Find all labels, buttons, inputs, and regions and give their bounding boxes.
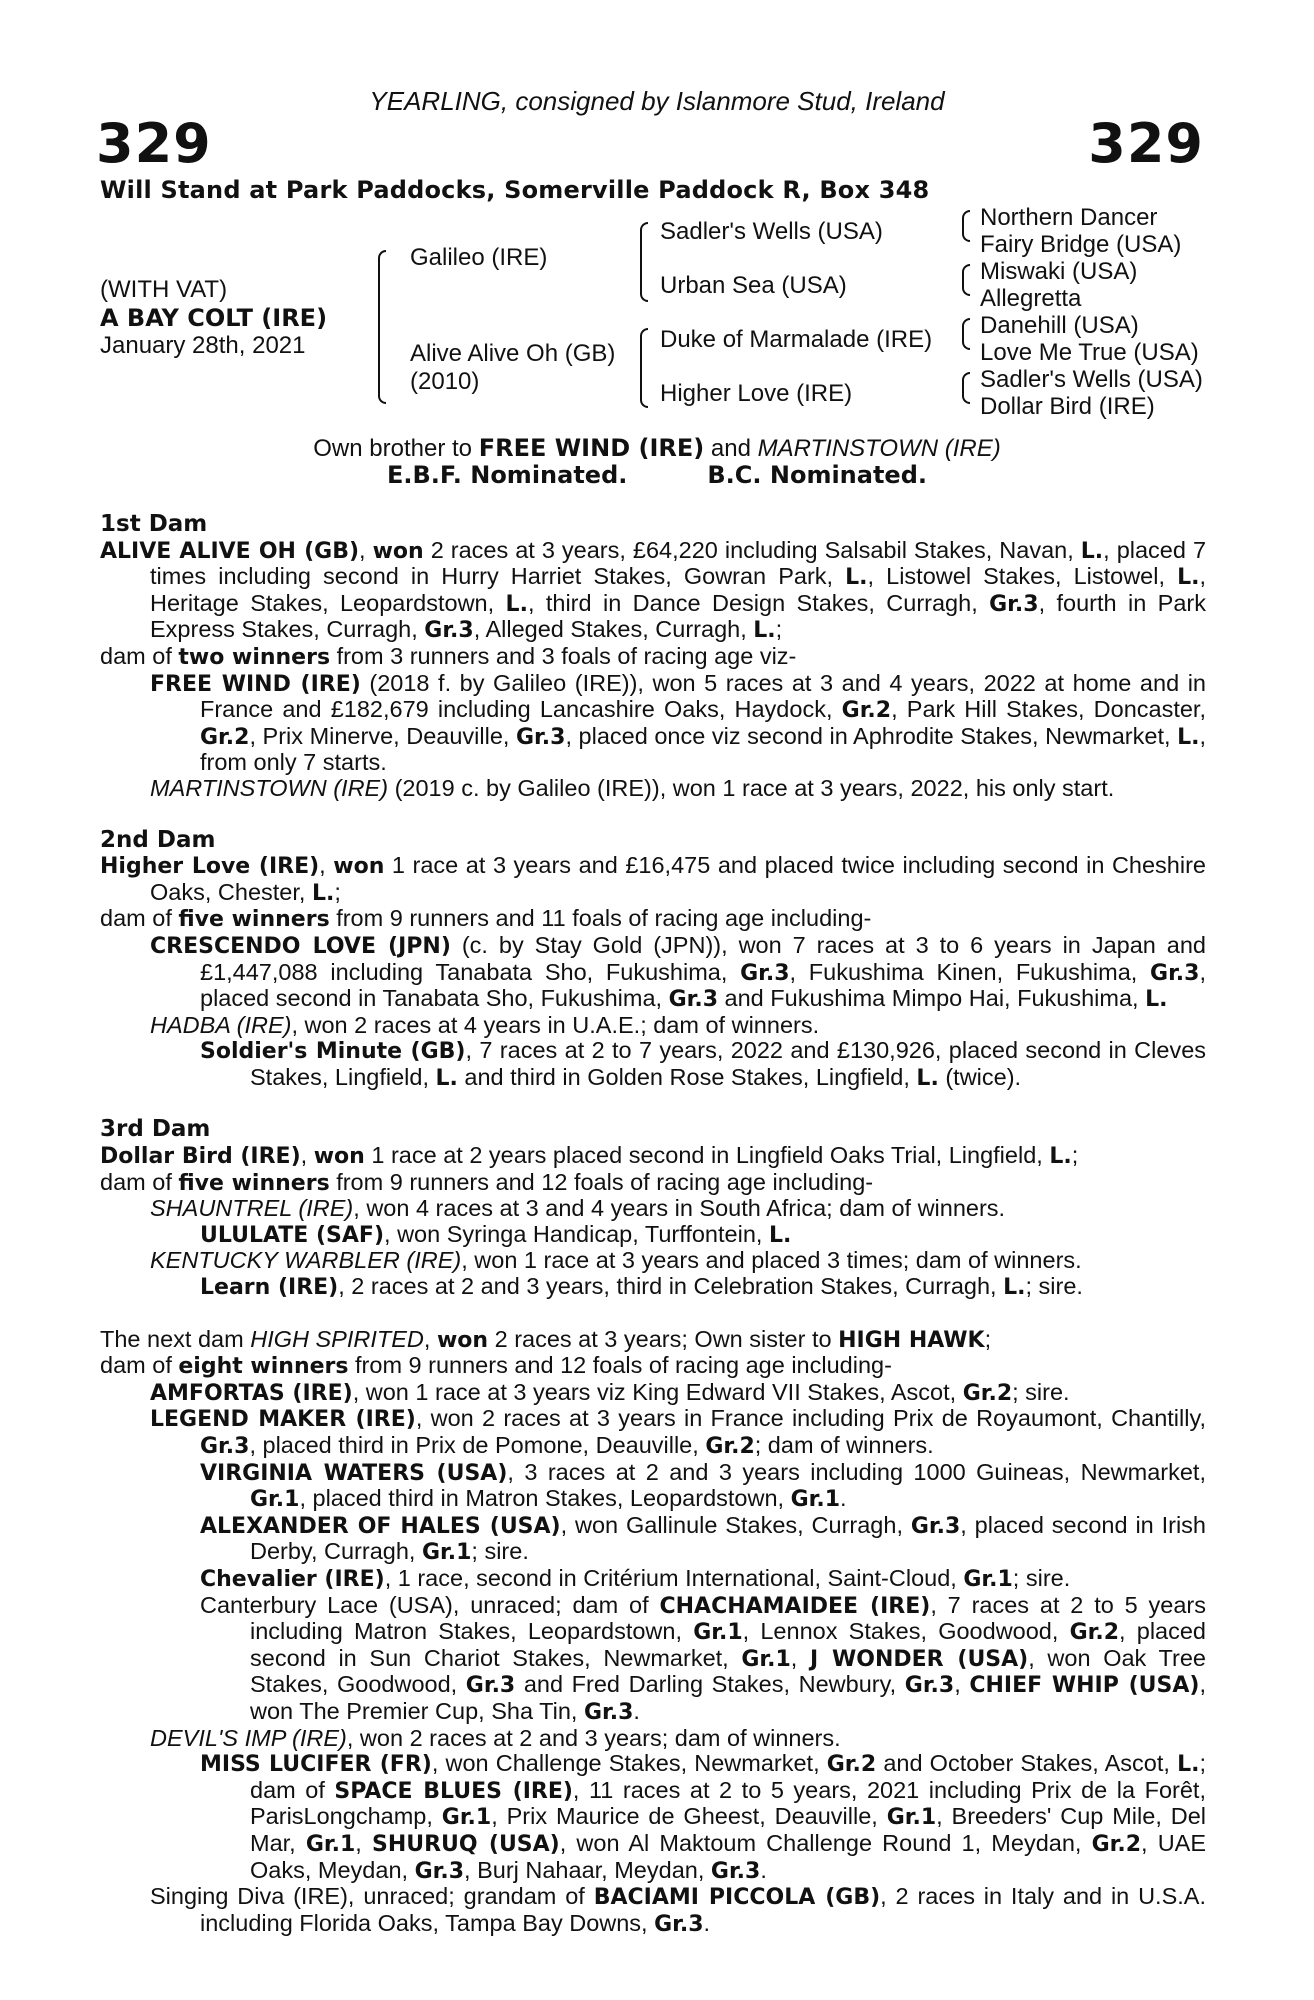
text-run: , Alleged Stakes, Curragh, [473,616,754,643]
pedigree-brace [962,318,970,350]
text-run: , Park Hill Stakes, Doncaster, [891,696,1206,723]
text-run: from 3 runners and 3 foals of racing age viz- [330,642,797,669]
bold-run: SPACE BLUES (IRE) [334,1778,573,1804]
bold-run: L. [1049,1144,1072,1170]
text-run: , won Syringa Handicap, Turffontein, [384,1220,769,1247]
text-run: ; [1071,1142,1079,1169]
text-run: dam of [100,642,179,669]
text-run: . [760,1856,767,1883]
pedigree-g3-8: Dollar Bird (IRE) [980,393,1155,420]
record-paragraph [100,1751,1206,1884]
vat-note: (WITH VAT) [100,276,228,303]
text-run: 1 race at 2 years placed second in Lingfield Oaks Trial, Lingfield, [364,1142,1050,1169]
bold-run: BACIAMI PICCOLA (GB) [593,1885,881,1911]
text-run: , won 4 races at 3 and 4 years in South Africa; dam of winners. [353,1195,1006,1222]
text-run: , Lennox Stakes, Goodwood, [742,1618,1070,1645]
pedigree-dam-dam: Higher Love (IRE) [660,380,853,407]
bold-run: five winners [178,1170,330,1196]
pedigree-dam-sire: Duke of Marmalade (IRE) [660,326,933,353]
record-paragraph [100,776,1206,802]
section-gap [100,802,1206,828]
text-run: , won Gallinule Stakes, Curragh, [560,1511,911,1538]
text-run: , UAE Oaks, Meydan, [250,1829,1207,1883]
bold-run: won [436,1327,489,1353]
record-paragraph [100,1038,1206,1091]
record-paragraph [100,906,1206,933]
own-brother-line [0,434,1314,463]
text-run: 2 races at 3 years; Own sister to [488,1325,839,1352]
text-run: , [319,852,334,879]
text-run: , placed second in Sun Chariot Stakes, Newmarket, [250,1618,1206,1671]
text-run: , placed second in Tanabata Sho, Fukushima, [200,958,1206,1012]
horse-name: A BAY COLT (IRE) [100,304,328,332]
record-paragraph [100,1380,1206,1407]
bold-run: Gr.2 [962,1380,1013,1406]
bold-run: Gr.1 [741,1646,791,1672]
bold-run: Gr.3 [910,1513,961,1539]
text-run: , Prix Minerve, Deauville, [249,722,516,749]
bold-run: L. [916,1065,939,1091]
bold-run: two winners [178,644,331,670]
record-paragraph [100,853,1206,906]
bold-run: Gr.3 [654,1911,704,1937]
pedigree-g3-3: Miswaki (USA) [980,258,1138,285]
text-run: and Fukushima Mimpo Hai, Fukushima, [718,985,1146,1012]
bold-run: Gr.3 [668,987,719,1013]
bold-run: Gr.1 [421,1540,472,1566]
bold-run: Gr.3 [710,1858,761,1884]
bold-run: ALIVE ALIVE OH (GB) [100,538,360,564]
pedigree-sire: Galileo (IRE) [410,244,548,271]
section-title: 2nd Dam [100,826,216,853]
text-run: (2018 f. by Galileo (IRE)), won 5 races at 3 and 4 years, 2022 at home and in France and £182,679 including Lancashire Oaks, Haydock, [200,669,1206,723]
pedigree-brace [962,264,970,296]
bold-run: Gr.3 [200,1434,250,1459]
record-paragraph [100,1013,1206,1039]
text-run: , Breeders' Cup Mile, Del Mar, [250,1803,1206,1856]
text-run: The next dam [100,1325,251,1352]
pedigree-dam-year: (2010) [410,368,480,395]
pedigree-brace [962,210,970,242]
stabling-location: Will Stand at Park Paddocks, Somerville Paddock R, Box 348 [100,176,930,204]
text-run: , placed once viz second in Aphrodite Stakes, Newmarket, [565,722,1178,749]
bold-run: Soldier's Minute (GB) [200,1039,466,1065]
produce-record [100,512,1206,1937]
record-paragraph [100,1196,1206,1222]
text-run: 1 race at 3 years and £16,475 and placed twice including second in Cheshire Oaks, Chester, [150,852,1206,905]
text-run: dam of [100,905,179,932]
text-run: and October Stakes, Ascot, [876,1750,1178,1777]
text-run: (c. by Stay Gold (JPN)), won 7 races at 3 to 6 years in Japan and £1,447,088 including Tanabata Sho, Fukushima, [200,931,1206,985]
text-run: , won Challenge Stakes, Newmarket, [431,1750,827,1777]
text-run: , [423,1325,437,1352]
lot-number-right: 329 [1088,112,1204,175]
pedigree-sire-sire: Sadler's Wells (USA) [660,218,883,245]
bold-run: L. [1177,724,1200,750]
section-title: 3rd Dam [100,1116,211,1143]
text-run: (twice). [938,1063,1022,1090]
bold-run: Gr.2 [200,724,250,750]
bold-run: Gr.2 [826,1752,877,1778]
section-gap [100,1091,1206,1117]
pedigree-g3-6: Love Me True (USA) [980,339,1199,366]
pedigree-g3-7: Sadler's Wells (USA) [980,366,1203,393]
bold-run: Dollar Bird (IRE) [100,1144,301,1170]
text-run: , from only 7 starts. [200,722,1206,776]
bold-run: CHIEF WHIP (USA) [969,1673,1200,1699]
record-paragraph [100,1222,1206,1249]
text-run: , fourth in Park Express Stakes, Curragh, [150,589,1206,643]
record-paragraph [100,1593,1206,1726]
bold-run: HIGH HAWK [838,1327,985,1353]
record-paragraph [100,1353,1206,1380]
text-run: . [633,1697,640,1724]
bold-run: FREE WIND (IRE) [150,671,361,697]
bold-run: L. [435,1065,458,1091]
bold-run: CRESCENDO LOVE (JPN) [150,933,451,959]
bold-run: Gr.3 [904,1673,955,1699]
pedigree-brace [962,372,970,404]
pedigree-dam: Alive Alive Oh (GB) [410,340,616,367]
pedigree-sire-dam: Urban Sea (USA) [660,272,847,299]
record-paragraph [100,933,1206,1013]
text-run: , Fukushima Kinen, Fukushima, [789,958,1151,985]
pedigree-brace [378,250,386,404]
text-run: from 9 runners and 11 foals of racing age including- [329,905,872,932]
record-paragraph [100,1327,1206,1354]
text-run: ; sire. [1012,1378,1070,1405]
text-run: , Heritage Stakes, Leopardstown, [150,563,1206,616]
own-brother-name-2: MARTINSTOWN (IRE) [757,435,1001,462]
text-run: , placed third in Matron Stakes, Leopardstown, [299,1485,791,1512]
bold-run: L. [311,880,335,906]
bold-run: Learn (IRE) [200,1275,339,1301]
section-title: 1st Dam [100,511,208,537]
text-run: and third in Golden Rose Stakes, Lingfield, [457,1063,917,1090]
bold-run: Gr.2 [841,698,892,724]
text-run: , Listowel Stakes, Listowel, [867,563,1178,590]
bold-run: Gr.1 [441,1805,492,1831]
text-run: , won 2 races at 4 years in U.A.E.; dam of winners. [291,1011,820,1038]
text-run: ; dam of [250,1750,1206,1803]
horse-info [100,276,327,360]
record-paragraph [100,1274,1206,1301]
bold-run: CHACHAMAIDEE (IRE) [659,1593,931,1619]
record-paragraph [100,1884,1206,1937]
text-run: , 3 races at 2 and 3 years including 1000 Guineas, Newmarket, [507,1458,1206,1485]
bold-run: ALEXANDER OF HALES (USA) [200,1513,561,1539]
bold-run: L. [768,1222,792,1248]
bold-run: Higher Love (IRE) [100,854,320,880]
bold-run: Gr.1 [693,1620,743,1646]
bold-run: won [313,1144,365,1170]
ebf-nominated: E.B.F. Nominated. [386,461,628,489]
text-run: , 7 races at 2 to 7 years, 2022 and £130,926, placed second in Cleves Stakes, Lingfield, [250,1037,1207,1090]
bold-run: Gr.3 [1150,960,1200,986]
bold-run: ULULATE (SAF) [200,1222,385,1248]
bold-run: Gr.3 [424,618,474,644]
bold-run: J WONDER (USA) [810,1646,1029,1672]
bold-run: Gr.1 [250,1487,300,1513]
bold-run: L. [1003,1275,1026,1301]
bold-run: Gr.1 [886,1805,937,1831]
italic-run: HADBA (IRE) [150,1011,292,1038]
record-paragraph [100,1248,1206,1274]
text-run: ; [775,616,783,643]
text-run: ; sire. [471,1538,529,1565]
text-run: , 11 races at 2 to 5 years, 2021 including Prix de la Forêt, ParisLongchamp, [250,1776,1206,1830]
text-run: and Fred Darling Stakes, Newbury, [515,1671,905,1698]
bold-run: L. [753,618,776,644]
text-run: dam of [100,1352,179,1379]
bold-run: VIRGINIA WATERS (USA) [200,1460,508,1486]
text-run: , 2 races in Italy and in U.S.A. including Florida Oaks, Tampa Bay Downs, [200,1883,1206,1936]
pedigree-g3-2: Fairy Bridge (USA) [980,231,1182,258]
text-run: , 2 races at 2 and 3 years, third in Celebration Stakes, Curragh, [338,1273,1004,1300]
italic-run: HIGH SPIRITED [250,1325,424,1352]
italic-run: MARTINSTOWN (IRE) [150,774,389,801]
pedigree-brace [640,328,648,408]
text-run: ; sire. [1012,1564,1071,1591]
record-paragraph [100,538,1206,644]
record-paragraph [100,1726,1206,1752]
bold-run: won [372,538,424,564]
text-run: 2 races at 3 years, £64,220 including Salsabil Stakes, Navan, [423,536,1081,563]
record-paragraph [100,671,1206,776]
consignor-line: YEARLING, consigned by Islanmore Stud, Ireland [369,86,945,116]
pedigree-g3-5: Danehill (USA) [980,312,1139,339]
italic-run: KENTUCKY WARBLER (IRE) [150,1247,462,1274]
bold-run: Gr.3 [740,960,790,986]
bold-run: L. [1177,565,1200,591]
bc-nominated: B.C. Nominated. [707,461,928,489]
pedigree-g3-4: Allegretta [980,285,1082,312]
text-run: Canterbury Lace (USA), unraced; dam of [200,1591,660,1618]
text-run: , Burj Nahaar, Meydan, [464,1856,711,1883]
text-run: , third in Dance Design Stakes, Curragh, [527,589,990,616]
text-run: ; dam of winners. [754,1432,934,1458]
text-run: . [703,1909,711,1936]
pedigree-g3-1: Northern Dancer [980,204,1158,231]
bold-run: AMFORTAS (IRE) [150,1380,353,1406]
text-run: , [300,1142,314,1169]
bold-run: L. [505,591,528,617]
text-run: Singing Diva (IRE), unraced; grandam of [150,1883,594,1910]
pedigree-brace [640,222,648,302]
text-run: , placed second in Irish Derby, Curragh, [250,1511,1206,1565]
text-run: , won Al Maktoum Challenge Round 1, Meydan, [559,1829,1092,1856]
bold-run: won [333,854,385,880]
record-paragraph [100,1566,1206,1593]
bold-run: L. [1145,987,1168,1013]
text-run: ; [334,878,341,905]
record-paragraph [100,1170,1206,1197]
italic-run: DEVIL'S IMP (IRE) [150,1724,347,1751]
bold-run: Gr.2 [1091,1831,1142,1857]
bold-run: L. [1080,538,1104,564]
text-run: , won 1 race at 3 years viz King Edward VII Stakes, Ascot, [352,1378,963,1405]
text-run: . [840,1485,847,1512]
bold-run: Gr.3 [989,591,1039,617]
text-run: , won Oak Tree Stakes, Goodwood, [250,1644,1206,1698]
record-paragraph [100,1143,1206,1170]
bold-run: Gr.3 [516,724,566,750]
bold-run: Gr.3 [583,1699,634,1725]
own-brother-and: and [704,435,758,462]
bold-run: eight winners [178,1354,349,1380]
text-run: , placed third in Prix de Pomone, Deauville, [249,1432,706,1458]
text-run: (2019 c. by Galileo (IRE)), won 1 race at 3 years, 2022, his only start. [388,774,1115,801]
text-run: from 9 runners and 12 foals of racing age including- [329,1168,874,1195]
bold-run: L. [1177,1752,1200,1778]
text-run: , [359,536,373,563]
bold-run: Gr.2 [705,1434,755,1459]
own-brother-prefix: Own brother to [313,435,479,462]
lot-number-left: 329 [96,112,212,175]
nominations [0,461,1314,489]
text-run: , won 1 race at 3 years and placed 3 times; dam of winners. [461,1247,1082,1274]
bold-run: Gr.3 [414,1858,465,1884]
text-run: , won 2 races at 2 and 3 years; dam of winners. [346,1724,841,1751]
text-run: , 7 races at 2 to 5 years including Matron Stakes, Leopardstown, [250,1591,1207,1645]
italic-run: SHAUNTREL (IRE) [150,1195,354,1222]
text-run: , [355,1829,372,1856]
text-run: , [954,1671,970,1698]
bold-run: Gr.1 [305,1831,356,1857]
text-run: ; [984,1325,992,1352]
text-run: , won The Premier Cup, Sha Tin, [250,1671,1206,1724]
record-paragraph [100,644,1206,671]
bold-run: LEGEND MAKER (IRE) [150,1407,416,1433]
text-run: , Prix Maurice de Gheest, Deauville, [491,1803,887,1830]
record-paragraph [100,1406,1206,1459]
text-run: dam of [100,1168,179,1195]
text-run: , [790,1644,810,1671]
bold-run: L. [845,565,868,591]
bold-run: Gr.3 [465,1673,516,1699]
section-gap [100,1301,1206,1327]
text-run: ; sire. [1025,1273,1083,1300]
bold-run: Gr.2 [1069,1620,1120,1646]
own-brother-name-1: FREE WIND (IRE) [478,434,705,462]
bold-run: Gr.1 [963,1566,1013,1592]
text-run: , won 2 races at 3 years in France including Prix de Royaumont, Chantilly, [415,1405,1206,1432]
bold-run: Chevalier (IRE) [200,1566,385,1592]
bold-run: Gr.1 [790,1487,841,1513]
text-run: , placed 7 times including second in Hurry Harriet Stakes, Gowran Park, [150,536,1207,590]
bold-run: MISS LUCIFER (FR) [200,1752,432,1778]
text-run: , 1 race, second in Critérium International, Saint-Cloud, [384,1564,964,1591]
bold-run: SHURUQ (USA) [371,1831,560,1857]
record-paragraph [100,1460,1206,1513]
foaling-date: January 28th, 2021 [100,332,306,359]
record-paragraph [100,1513,1206,1566]
bold-run: five winners [178,907,330,933]
text-run: from 9 runners and 12 foals of racing age including- [348,1352,892,1379]
